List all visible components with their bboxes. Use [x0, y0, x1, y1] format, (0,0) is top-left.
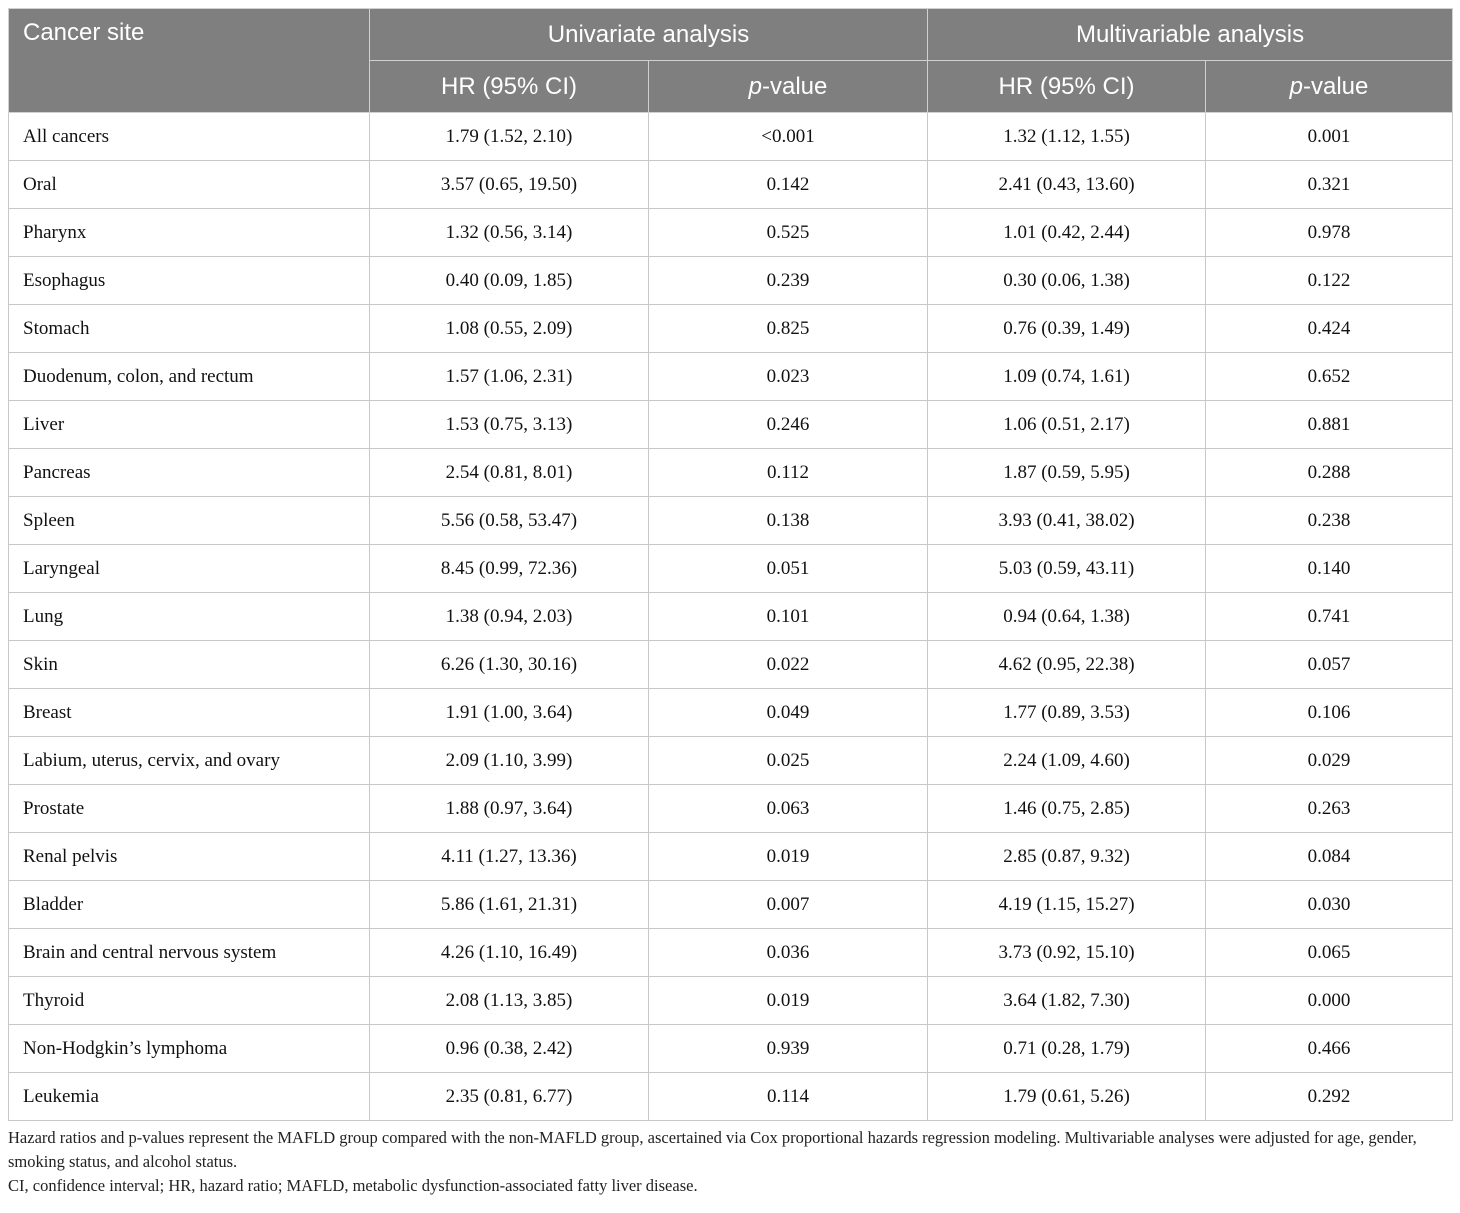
cell-cancer-site: Pharynx: [9, 209, 370, 257]
cell-multi-hr: 3.73 (0.92, 15.10): [928, 929, 1206, 977]
cell-multi-hr: 1.01 (0.42, 2.44): [928, 209, 1206, 257]
table-row: [9, 209, 1453, 257]
cell-multi-p: 0.140: [1206, 545, 1453, 593]
header-cancer-site: Cancer site: [9, 9, 370, 113]
table-row: [9, 161, 1453, 209]
cell-uni-p: 0.051: [649, 545, 928, 593]
cell-uni-hr: 4.26 (1.10, 16.49): [370, 929, 649, 977]
table-row: [9, 257, 1453, 305]
cell-uni-p: 0.239: [649, 257, 928, 305]
table-row: [9, 977, 1453, 1025]
table-row: [9, 689, 1453, 737]
cell-uni-p: 0.036: [649, 929, 928, 977]
table-row: [9, 737, 1453, 785]
cell-cancer-site: Liver: [9, 401, 370, 449]
table-footnotes: [8, 1126, 1452, 1198]
cell-uni-p: <0.001: [649, 113, 928, 161]
cell-cancer-site: Pancreas: [9, 449, 370, 497]
cell-uni-p: 0.049: [649, 689, 928, 737]
header-p-italic: p: [748, 72, 762, 100]
cell-multi-p: 0.106: [1206, 689, 1453, 737]
cell-multi-hr: 4.62 (0.95, 22.38): [928, 641, 1206, 689]
cell-uni-p: 0.019: [649, 977, 928, 1025]
cell-uni-hr: 0.96 (0.38, 2.42): [370, 1025, 649, 1073]
table-row: [9, 785, 1453, 833]
cell-uni-p: 0.939: [649, 1025, 928, 1073]
table-row: [9, 929, 1453, 977]
table-row: [9, 593, 1453, 641]
cell-uni-hr: 1.08 (0.55, 2.09): [370, 305, 649, 353]
cell-uni-hr: 1.38 (0.94, 2.03): [370, 593, 649, 641]
cell-uni-p: 0.525: [649, 209, 928, 257]
table-row: [9, 449, 1453, 497]
cell-multi-p: 0.029: [1206, 737, 1453, 785]
cell-cancer-site: Stomach: [9, 305, 370, 353]
cell-multi-hr: 3.64 (1.82, 7.30): [928, 977, 1206, 1025]
cell-multi-p: 0.466: [1206, 1025, 1453, 1073]
cell-uni-p: 0.023: [649, 353, 928, 401]
cell-cancer-site: Lung: [9, 593, 370, 641]
cell-multi-hr: 1.09 (0.74, 1.61): [928, 353, 1206, 401]
cell-multi-hr: 5.03 (0.59, 43.11): [928, 545, 1206, 593]
cell-cancer-site: Brain and central nervous system: [9, 929, 370, 977]
cell-multi-p: 0.238: [1206, 497, 1453, 545]
cell-uni-hr: 8.45 (0.99, 72.36): [370, 545, 649, 593]
header-multi-p: [1206, 61, 1453, 113]
cell-uni-p: 0.019: [649, 833, 928, 881]
table-container: [8, 8, 1452, 1198]
cell-uni-hr: 0.40 (0.09, 1.85): [370, 257, 649, 305]
cell-multi-hr: 2.85 (0.87, 9.32): [928, 833, 1206, 881]
cell-uni-hr: 5.86 (1.61, 21.31): [370, 881, 649, 929]
cell-multi-p: 0.084: [1206, 833, 1453, 881]
table-row: [9, 641, 1453, 689]
footnote-2: CI, confidence interval; HR, hazard ratio; MAFLD, metabolic dysfunction-associated fatty liver disease.: [8, 1176, 698, 1195]
cell-multi-hr: 1.79 (0.61, 5.26): [928, 1073, 1206, 1121]
cell-uni-p: 0.022: [649, 641, 928, 689]
header-p-italic: p: [1289, 72, 1303, 100]
cell-cancer-site: Labium, uterus, cervix, and ovary: [9, 737, 370, 785]
cell-cancer-site: Esophagus: [9, 257, 370, 305]
cell-multi-p: 0.288: [1206, 449, 1453, 497]
table-row: [9, 545, 1453, 593]
cell-multi-p: 0.122: [1206, 257, 1453, 305]
table-row: [9, 113, 1453, 161]
cell-multi-hr: 1.06 (0.51, 2.17): [928, 401, 1206, 449]
cell-uni-hr: 2.35 (0.81, 6.77): [370, 1073, 649, 1121]
table-row: [9, 1025, 1453, 1073]
header-multivariable: Multivariable analysis: [928, 9, 1453, 61]
cell-uni-p: 0.114: [649, 1073, 928, 1121]
cell-multi-p: 0.652: [1206, 353, 1453, 401]
header-multi-hr: HR (95% CI): [928, 61, 1206, 113]
table-row: [9, 305, 1453, 353]
table-body: [9, 113, 1453, 1121]
cell-uni-hr: 2.54 (0.81, 8.01): [370, 449, 649, 497]
cell-cancer-site: Laryngeal: [9, 545, 370, 593]
cell-uni-hr: 1.53 (0.75, 3.13): [370, 401, 649, 449]
cell-multi-p: 0.030: [1206, 881, 1453, 929]
cell-uni-p: 0.025: [649, 737, 928, 785]
table-row: [9, 353, 1453, 401]
cell-multi-hr: 2.24 (1.09, 4.60): [928, 737, 1206, 785]
cell-uni-hr: 1.57 (1.06, 2.31): [370, 353, 649, 401]
cell-cancer-site: Thyroid: [9, 977, 370, 1025]
header-uni-p: [649, 61, 928, 113]
cell-uni-hr: 1.32 (0.56, 3.14): [370, 209, 649, 257]
cell-multi-p: 0.065: [1206, 929, 1453, 977]
header-p-rest: -value: [1303, 72, 1369, 100]
cell-cancer-site: Renal pelvis: [9, 833, 370, 881]
cell-multi-hr: 3.93 (0.41, 38.02): [928, 497, 1206, 545]
cell-multi-p: 0.263: [1206, 785, 1453, 833]
cell-cancer-site: Prostate: [9, 785, 370, 833]
table-row: [9, 401, 1453, 449]
cell-uni-hr: 6.26 (1.30, 30.16): [370, 641, 649, 689]
cell-uni-p: 0.138: [649, 497, 928, 545]
cell-multi-p: 0.000: [1206, 977, 1453, 1025]
cell-cancer-site: Breast: [9, 689, 370, 737]
cell-multi-hr: 1.87 (0.59, 5.95): [928, 449, 1206, 497]
cell-cancer-site: All cancers: [9, 113, 370, 161]
cell-uni-hr: 2.08 (1.13, 3.85): [370, 977, 649, 1025]
cell-multi-hr: 0.71 (0.28, 1.79): [928, 1025, 1206, 1073]
cell-multi-hr: 1.32 (1.12, 1.55): [928, 113, 1206, 161]
cell-uni-p: 0.142: [649, 161, 928, 209]
cell-multi-p: 0.057: [1206, 641, 1453, 689]
results-table: [8, 8, 1453, 1121]
cell-multi-p: 0.321: [1206, 161, 1453, 209]
cell-multi-p: 0.881: [1206, 401, 1453, 449]
cell-multi-p: 0.424: [1206, 305, 1453, 353]
header-p-rest: -value: [762, 72, 828, 100]
cell-uni-hr: 1.91 (1.00, 3.64): [370, 689, 649, 737]
cell-multi-hr: 2.41 (0.43, 13.60): [928, 161, 1206, 209]
cell-uni-p: 0.007: [649, 881, 928, 929]
cell-uni-p: 0.112: [649, 449, 928, 497]
cell-uni-p: 0.246: [649, 401, 928, 449]
table-row: [9, 833, 1453, 881]
footnote-1: Hazard ratios and p-values represent the MAFLD group compared with the non-MAFLD group, ascertained via Cox proportional hazards regression modeling. Multivariable analyses were adjusted for age, gender, smoking status, and alcohol status.: [8, 1128, 1417, 1171]
table-row: [9, 1073, 1453, 1121]
cell-uni-hr: 2.09 (1.10, 3.99): [370, 737, 649, 785]
cell-multi-hr: 4.19 (1.15, 15.27): [928, 881, 1206, 929]
cell-cancer-site: Spleen: [9, 497, 370, 545]
header-univariate: Univariate analysis: [370, 9, 928, 61]
table-row: [9, 881, 1453, 929]
cell-cancer-site: Duodenum, colon, and rectum: [9, 353, 370, 401]
cell-cancer-site: Non-Hodgkin’s lymphoma: [9, 1025, 370, 1073]
cell-multi-p: 0.001: [1206, 113, 1453, 161]
cell-uni-p: 0.825: [649, 305, 928, 353]
table-row: [9, 497, 1453, 545]
header-uni-hr: HR (95% CI): [370, 61, 649, 113]
cell-uni-hr: 1.88 (0.97, 3.64): [370, 785, 649, 833]
cell-multi-hr: 0.76 (0.39, 1.49): [928, 305, 1206, 353]
cell-multi-hr: 0.94 (0.64, 1.38): [928, 593, 1206, 641]
cell-uni-hr: 5.56 (0.58, 53.47): [370, 497, 649, 545]
cell-cancer-site: Bladder: [9, 881, 370, 929]
cell-multi-hr: 1.46 (0.75, 2.85): [928, 785, 1206, 833]
cell-multi-p: 0.741: [1206, 593, 1453, 641]
table-header: [9, 9, 1453, 113]
cell-multi-hr: 0.30 (0.06, 1.38): [928, 257, 1206, 305]
cell-cancer-site: Leukemia: [9, 1073, 370, 1121]
cell-multi-p: 0.292: [1206, 1073, 1453, 1121]
cell-uni-p: 0.063: [649, 785, 928, 833]
cell-cancer-site: Skin: [9, 641, 370, 689]
cell-multi-p: 0.978: [1206, 209, 1453, 257]
cell-uni-hr: 3.57 (0.65, 19.50): [370, 161, 649, 209]
cell-cancer-site: Oral: [9, 161, 370, 209]
cell-uni-p: 0.101: [649, 593, 928, 641]
cell-multi-hr: 1.77 (0.89, 3.53): [928, 689, 1206, 737]
cell-uni-hr: 4.11 (1.27, 13.36): [370, 833, 649, 881]
cell-uni-hr: 1.79 (1.52, 2.10): [370, 113, 649, 161]
